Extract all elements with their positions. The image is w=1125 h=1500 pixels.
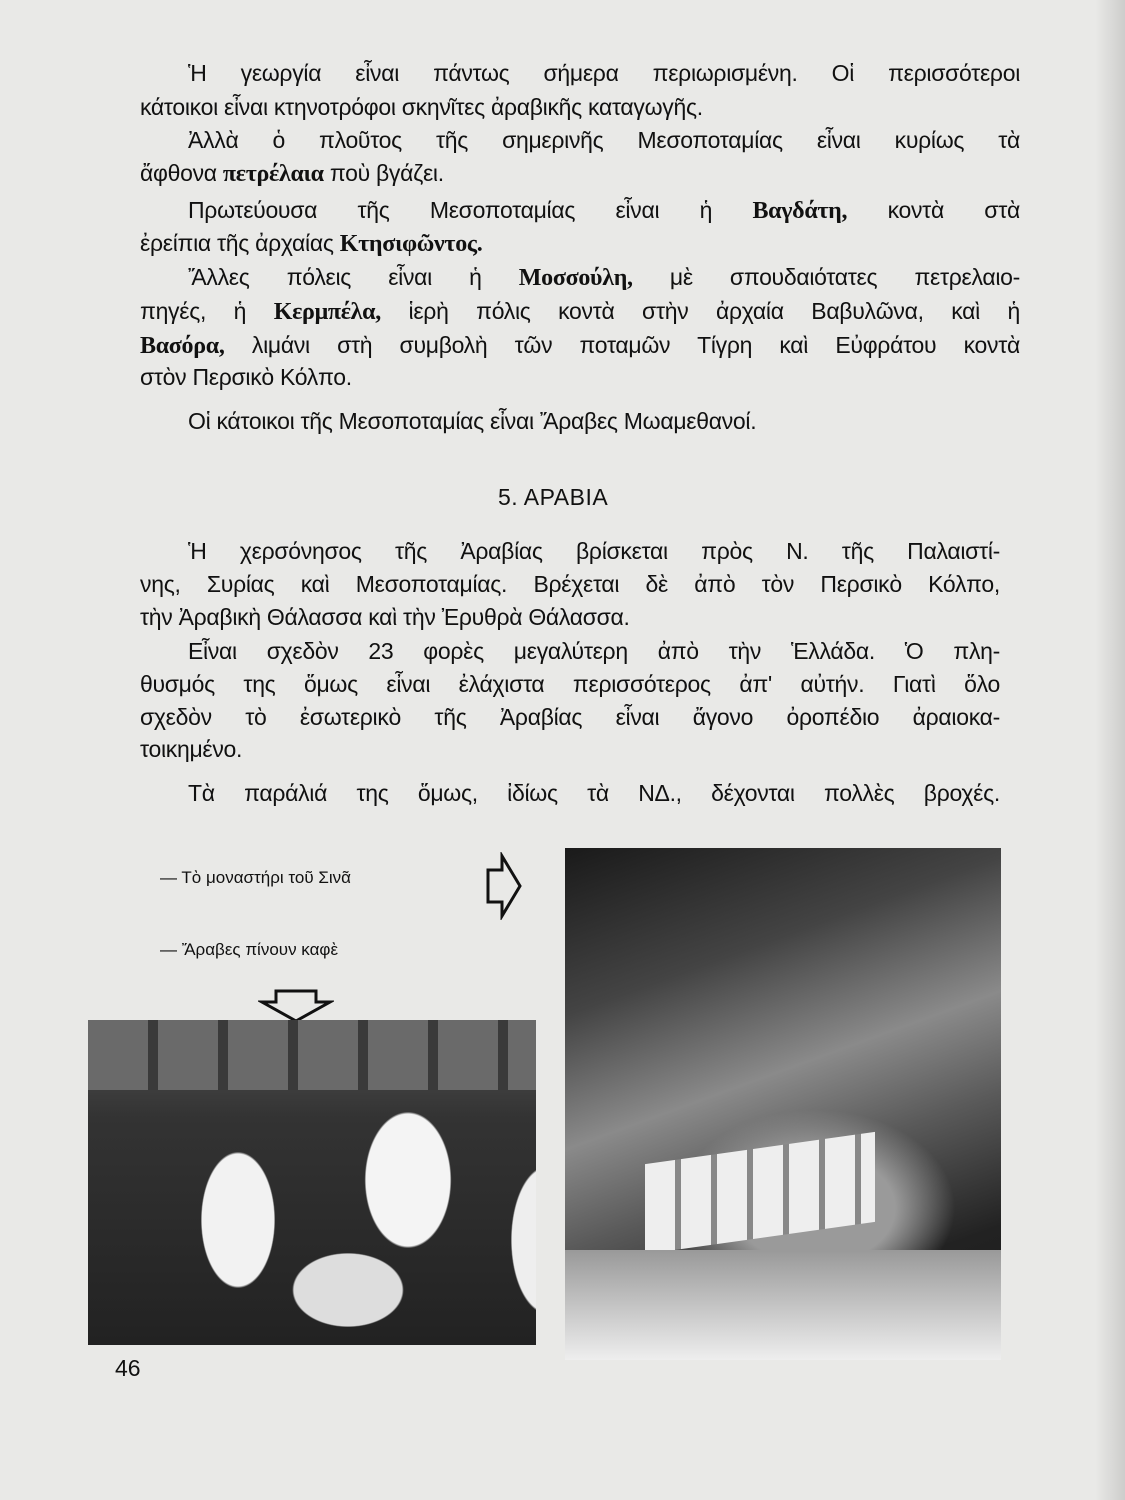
- text-segment: τοικημένο.: [140, 736, 243, 762]
- text-line: [140, 734, 242, 764]
- text-segment: τὴν Ἀραβικὴ Θάλασσα καὶ τὴν Ἐρυθρὰ Θάλασσα.: [140, 604, 630, 630]
- bold-place-name: Βαγδάτη,: [752, 198, 848, 224]
- caption-sinai-monastery: — Τὸ μοναστήρι τοῦ Σινᾶ: [160, 868, 351, 887]
- down-arrow-icon: [258, 988, 334, 1024]
- text-segment: Πρωτεύουσα τῆς Μεσοποταμίας εἶναι ἡ: [188, 197, 753, 223]
- text-line: [188, 262, 1020, 293]
- text-segment: Ἡ γεωργία εἶναι πάντως σήμερα περιωρισμένη. Οἱ περισσότεροι: [188, 60, 1020, 86]
- photo-arabs-drinking-coffee: [88, 1020, 536, 1345]
- text-segment: πηγές, ἡ: [140, 298, 274, 324]
- bold-place-name: Μοσσούλη,: [518, 265, 633, 291]
- text-segment: Τὰ παράλιά της ὅμως, ἰδίως τὰ ΝΔ., δέχονται πολλὲς βροχές.: [188, 780, 1000, 806]
- text-segment: Εἶναι σχεδὸν 23 φορὲς μεγαλύτερη ἀπὸ τὴν Ἑλλάδα. Ὁ πλη-: [188, 638, 1000, 664]
- section-heading: 5. ΑΡΑΒΙΑ: [498, 484, 609, 510]
- text-line: [188, 406, 756, 436]
- photo-sinai-monastery: [565, 848, 1001, 1360]
- text-line: [140, 92, 703, 122]
- page-edge-shadow: [1095, 0, 1125, 1500]
- text-segment: ποὺ βγάζει.: [323, 160, 444, 186]
- text-segment: ἄφθονα: [140, 160, 223, 186]
- text-line: [140, 330, 1020, 361]
- text-line: [188, 125, 1020, 155]
- photo-ground: [565, 1250, 1001, 1360]
- text-segment: Ἡ χερσόνησος τῆς Ἀραβίας βρίσκεται πρὸς Ν. τῆς Παλαιστί-: [188, 538, 1000, 564]
- text-line: [188, 195, 1020, 226]
- text-segment: ἐρείπια τῆς ἀρχαίας: [140, 230, 340, 256]
- text-line: [188, 636, 1000, 666]
- bold-place-name: Βασόρα,: [140, 333, 225, 359]
- text-segment: στὸν Περσικὸ Κόλπο.: [140, 364, 352, 390]
- text-line: [140, 602, 630, 632]
- right-arrow-icon: [484, 852, 524, 920]
- text-segment: κοντὰ στὰ: [847, 197, 1020, 223]
- text-segment: Ἄλλες πόλεις εἶναι ἡ: [188, 264, 519, 290]
- bold-place-name: Κτησιφῶντος.: [339, 231, 483, 257]
- text-line: [140, 158, 444, 189]
- text-segment: ἱερὴ πόλις κοντὰ στὴν ἀρχαία Βαβυλῶνα, καὶ ἡ: [380, 298, 1020, 324]
- text-segment: νης, Συρίας καὶ Μεσοποταμίας. Βρέχεται δὲ ἀπὸ τὸν Περσικὸ Κόλπο,: [140, 571, 1000, 597]
- text-line: [188, 536, 1000, 566]
- photo-background-wall: [88, 1020, 536, 1090]
- text-line: [140, 669, 1000, 699]
- text-segment: κάτοικοι εἶναι κτηνοτρόφοι σκηνῖτες ἀραβικῆς καταγωγῆς.: [140, 94, 703, 120]
- text-line: [140, 702, 1000, 732]
- text-line: [188, 778, 1000, 808]
- text-segment: μὲ σπουδαιότατες πετρελαιο-: [632, 264, 1020, 290]
- text-segment: Οἱ κάτοικοι τῆς Μεσοποταμίας εἶναι Ἄραβες Μωαμεθανοί.: [188, 408, 757, 434]
- text-line: [140, 296, 1020, 327]
- bold-place-name: πετρέλαια: [222, 161, 324, 187]
- text-segment: λιμάνι στὴ συμβολὴ τῶν ποταμῶν Τίγρη καὶ Εὐφράτου κοντὰ: [224, 332, 1020, 358]
- bold-place-name: Κερμπέλα,: [273, 299, 381, 325]
- text-segment: θυσμός της ὅμως εἶναι ἐλάχιστα περισσότερος ἀπ' αὐτήν. Γιατὶ ὅλο: [140, 671, 1000, 697]
- caption-arabs-coffee: — Ἄραβες πίνουν καφὲ: [160, 940, 339, 959]
- text-line: [188, 58, 1020, 88]
- photo-monastery-buildings: [645, 1132, 875, 1254]
- text-line: [140, 228, 482, 259]
- text-segment: σχεδὸν τὸ ἐσωτερικὸ τῆς Ἀραβίας εἶναι ἄγονο ὀροπέδιο ἀραιοκα-: [140, 704, 1000, 730]
- page-number: 46: [115, 1355, 141, 1381]
- text-line: [140, 362, 352, 392]
- text-line: [140, 569, 1000, 599]
- text-segment: Ἀλλὰ ὁ πλοῦτος τῆς σημερινῆς Μεσοποταμίας εἶναι κυρίως τὰ: [188, 127, 1020, 153]
